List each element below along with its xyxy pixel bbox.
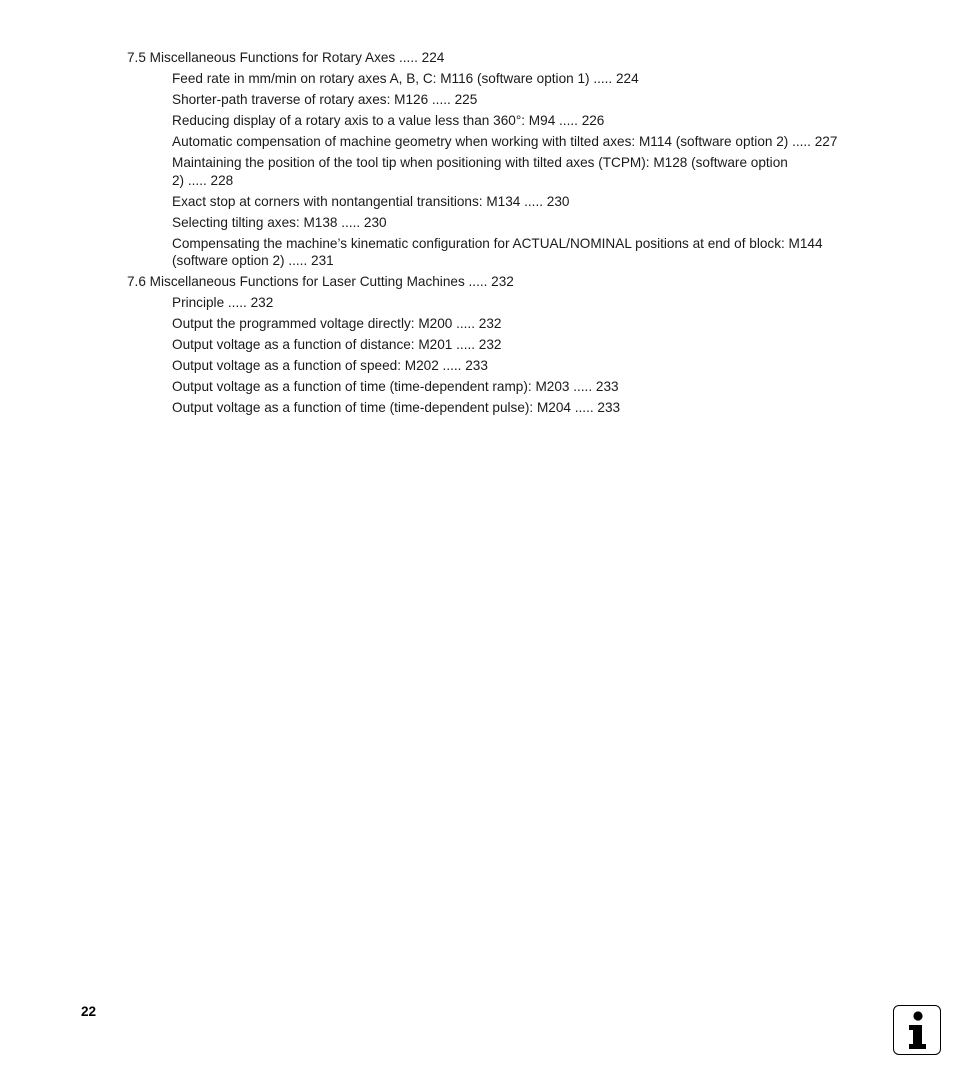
toc-entry[interactable]: Exact stop at corners with nontangential transitions: M134 ..... 230 <box>172 193 570 209</box>
info-icon <box>893 1005 941 1055</box>
toc-entry[interactable]: Selecting tilting axes: M138 ..... 230 <box>172 214 387 230</box>
toc-entry[interactable]: Output voltage as a function of distance: M201 ..... 232 <box>172 337 502 352</box>
toc-entry[interactable]: Principle ..... 232 <box>172 295 274 310</box>
toc-entry[interactable]: Output voltage as a function of time (time-dependent ramp): M203 ..... 233 <box>172 379 619 394</box>
page-number: 22 <box>81 1004 97 1019</box>
toc-entry[interactable]: Maintaining the position of the tool tip when positioning with tilted axes (TCPM): M128 (software option 2) ..... 228 <box>172 155 788 188</box>
toc-section-title[interactable]: 7.5 Miscellaneous Functions for Rotary Axes ..... 224 <box>127 50 445 65</box>
toc-entry[interactable]: Feed rate in mm/min on rotary axes A, B, C: M116 (software option 1) ..... 224 <box>172 71 639 86</box>
toc-entry[interactable]: Reducing display of a rotary axis to a value less than 360°: M94 ..... 226 <box>172 113 605 128</box>
toc-entry[interactable]: Automatic compensation of machine geometry when working with tilted axes: M114 (software option 2) ..... 227 <box>172 134 838 149</box>
toc-entry[interactable]: Output voltage as a function of speed: M202 ..... 233 <box>172 358 488 373</box>
info-glyph <box>894 1006 939 1053</box>
toc-entry[interactable]: Output voltage as a function of time (time-dependent pulse): M204 ..... 233 <box>172 400 621 415</box>
toc-entry[interactable]: Compensating the machine’s kinematic configuration for ACTUAL/NOMINAL positions at end of block: M144 (software option 2) ..... 231 <box>172 235 823 268</box>
toc-entry[interactable]: Shorter-path traverse of rotary axes: M126 ..... 225 <box>172 92 478 107</box>
toc-section-title[interactable]: 7.6 Miscellaneous Functions for Laser Cutting Machines ..... 232 <box>127 274 514 289</box>
table-of-contents <box>127 49 907 420</box>
toc-entry[interactable]: Output the programmed voltage directly: M200 ..... 232 <box>172 316 502 331</box>
